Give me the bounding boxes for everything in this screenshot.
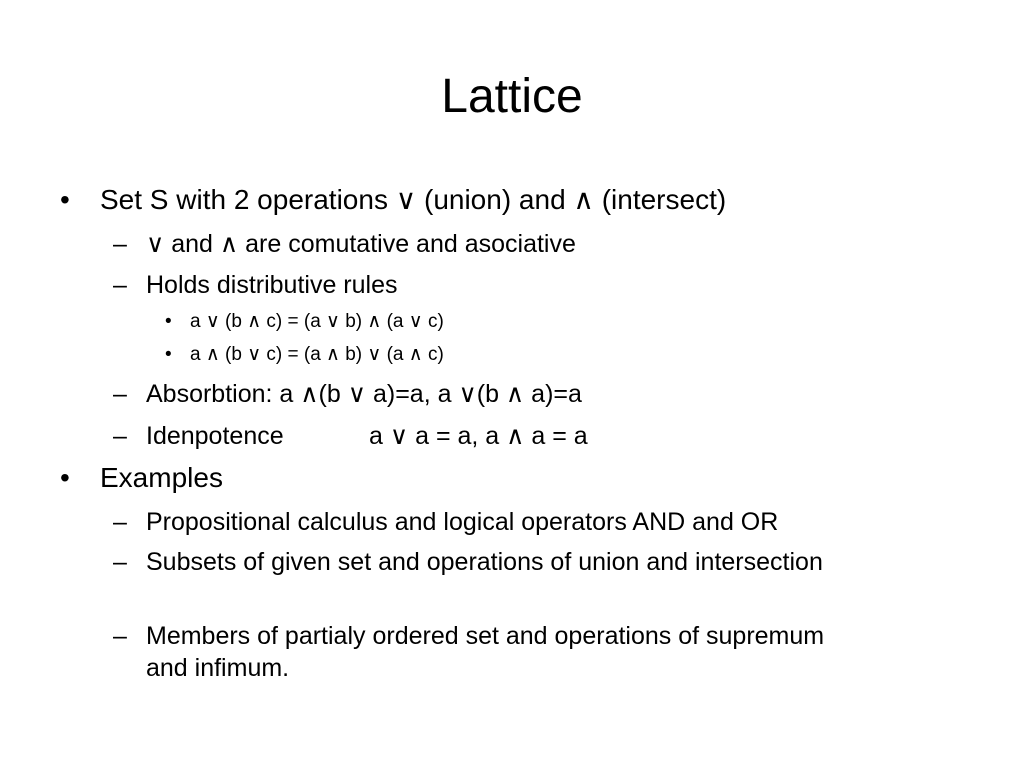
bullet-propositional-calculus: Propositional calculus and logical operators AND and OR: [146, 508, 779, 536]
dash-marker: –: [113, 380, 127, 408]
bullet-marker: •: [165, 344, 172, 365]
dash-marker: –: [113, 622, 127, 650]
formula-distributive-2: a ∧ (b ∨ c) = (a ∧ b) ∨ (a ∧ c): [190, 344, 444, 365]
bullet-idempotence-label: Idenpotence: [146, 422, 284, 450]
bullet-marker: •: [60, 462, 70, 493]
dash-marker: –: [113, 508, 127, 536]
dash-marker: –: [113, 548, 127, 576]
formula-idempotence: a ∨ a = a, a ∧ a = a: [369, 422, 588, 450]
bullet-examples: Examples: [100, 462, 223, 493]
slide-title: Lattice: [441, 70, 583, 123]
bullet-marker: •: [165, 311, 172, 332]
bullet-absorption: Absorbtion: a ∧(b ∨ a)=a, a ∨(b ∧ a)=a: [146, 380, 582, 408]
bullet-partially-ordered-set: Members of partialy ordered set and operations of supremum and infimum.: [146, 622, 825, 682]
bullet-subsets: Subsets of given set and operations of union and intersection: [146, 548, 823, 576]
bullet-marker: •: [60, 184, 70, 215]
bullet-distributive-rules: Holds distributive rules: [146, 271, 398, 299]
bullet-commutative-associative: ∨ and ∧ are comutative and asociative: [146, 230, 576, 258]
bullet-set-s-operations: Set S with 2 operations ∨ (union) and ∧ (intersect): [100, 184, 727, 215]
formula-distributive-1: a ∨ (b ∧ c) = (a ∨ b) ∧ (a ∨ c): [190, 311, 444, 332]
dash-marker: –: [113, 230, 127, 258]
dash-marker: –: [113, 422, 127, 450]
dash-marker: –: [113, 271, 127, 299]
